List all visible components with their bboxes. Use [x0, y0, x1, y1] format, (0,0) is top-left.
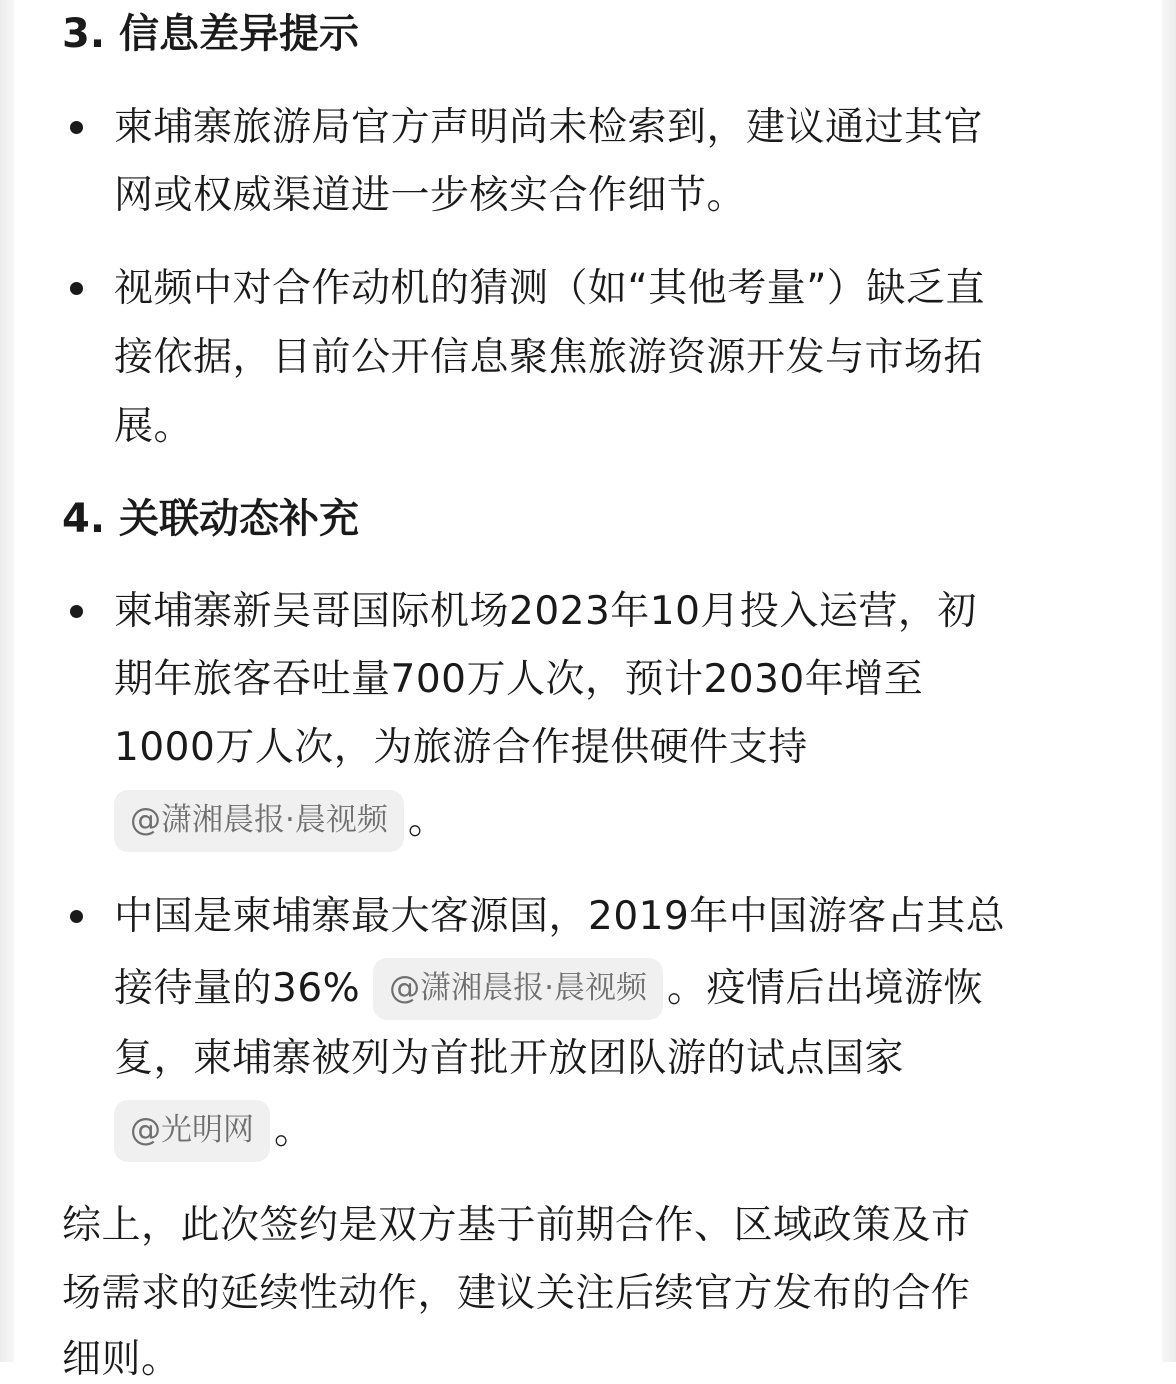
citation-chip[interactable]: @潇湘晨报·晨视频 [114, 790, 404, 852]
summary-text: 场需求的延续性动作，建议关注后续官方发布的合作 [62, 1271, 971, 1316]
bullet-dot [70, 282, 83, 295]
list-item-text-segment: 。疫情后出境游恢 [666, 966, 983, 1011]
section-heading-4: 4. 关联动态补充 [62, 496, 359, 542]
punctuation: 。 [407, 798, 448, 843]
citation-chip[interactable]: @光明网 [114, 1100, 270, 1162]
list-item-text [114, 958, 983, 1020]
left-edge-shadow [0, 0, 14, 1362]
citation-row [114, 1100, 314, 1162]
citation-row [114, 790, 447, 852]
bullet-dot [70, 605, 83, 618]
summary-text: 细则。 [62, 1337, 181, 1382]
list-item-text: 网或权威渠道进一步核实合作细节。 [114, 173, 747, 218]
bullet-dot [70, 121, 83, 134]
list-item-text: 视频中对合作动机的猜测（如“其他考量”）缺乏直 [114, 266, 985, 311]
list-item-text: 柬埔寨旅游局官方声明尚未检索到，建议通过其官 [114, 105, 984, 150]
section-heading-3: 3. 信息差异提示 [62, 11, 359, 57]
list-item-text: 中国是柬埔寨最大客源国，2019年中国游客占其总 [114, 894, 1006, 939]
list-item-text: 1000万人次，为旅游合作提供硬件支持 [114, 725, 808, 770]
summary-text: 综上，此次签约是双方基于前期合作、区域政策及市 [62, 1203, 971, 1248]
list-item-text: 接依据，目前公开信息聚焦旅游资源开发与市场拓 [114, 335, 984, 380]
bullet-dot [70, 910, 83, 923]
list-item-text-segment: 接待量的36% [114, 966, 361, 1011]
list-item-text: 期年旅客吞吐量700万人次，预计2030年增至 [114, 657, 924, 702]
list-item-text: 复，柬埔寨被列为首批开放团队游的试点国家 [114, 1036, 905, 1081]
citation-chip[interactable]: @潇湘晨报·晨视频 [373, 958, 663, 1020]
right-edge-shadow [1162, 0, 1176, 1362]
punctuation: 。 [274, 1108, 314, 1153]
list-item-text: 柬埔寨新吴哥国际机场2023年10月投入运营，初 [114, 589, 977, 634]
list-item-text: 展。 [114, 404, 194, 449]
